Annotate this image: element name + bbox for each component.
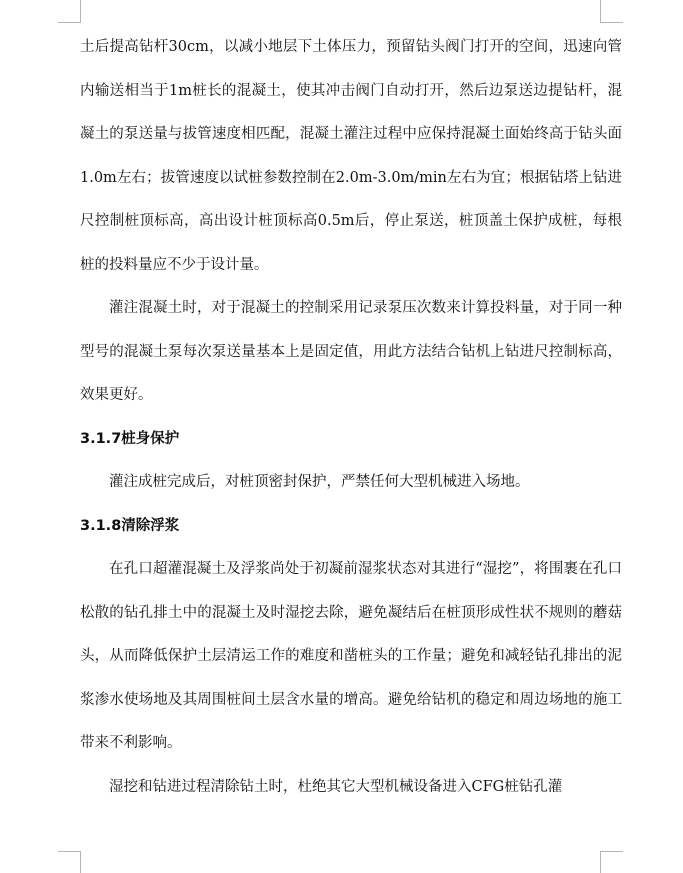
paragraph-concrete-control: 灌注混凝土时，对于混凝土的控制采用记录泵压次数来计算投料量，对于同一种型号的混凝土泵每次泵送量基本上是固定值，用此方法结合钻机上钻进尺控制标高，效果更好。 (80, 300, 622, 403)
paragraph-pile-protection: 灌注成桩完成后，对桩顶密封保护，严禁任何大型机械进入场地。 (109, 474, 530, 490)
paragraph-wet-excavation: 在孔口超灌混凝土及浮浆尚处于初凝前湿浆状态对其进行“湿挖”，将围裹在孔口松散的钻孔排土中的混凝土及时湿挖去除，避免凝结后在桩顶形成性状不规则的蘑菇头，从而降低保护土层清运工作的难度和凿桩头的工作量；避免和减轻钻孔排出的泥浆渗水使场地及其周围桩间土层含水量的增高。避免给钻机的稳定和周边场地的施工带来不利影响。 (80, 561, 622, 751)
section-heading-pile-protection: 3.1.7桩身保护 (80, 430, 180, 447)
page-corner-mark-bottom-right (600, 851, 623, 873)
page-corner-mark-top-right (600, 0, 623, 23)
page-corner-mark-bottom-left (58, 851, 81, 873)
document-body (80, 26, 622, 809)
section-heading-remove-laitance: 3.1.8清除浮浆 (80, 517, 180, 534)
paragraph-pumping-process: 土后提高钻杆30cm，以减小地层下土体压力，预留钻头阀门打开的空间，迅速向管内输送相当于1m桩长的混凝土，使其冲击阀门自动打开，然后边泵送边提钻杆，混凝土的泵送量与拔管速度相匹配，混凝土灌注过程中应保持混凝土面始终高于钻头面1.0m左右；拔管速度以试桩参数控制在2.0m-3.0m/min左右为宜；根据钻塔上钻进尺控制桩顶标高，高出设计桩顶标高0.5m后，停止泵送，桩顶盖土保护成桩，每根桩的投料量应不少于设计量。 (80, 39, 622, 273)
paragraph-soil-removal: 湿挖和钻进过程清除钻土时，杜绝其它大型机械设备进入CFG桩钻孔灌 (109, 778, 563, 795)
page-corner-mark-top-left (58, 0, 81, 23)
